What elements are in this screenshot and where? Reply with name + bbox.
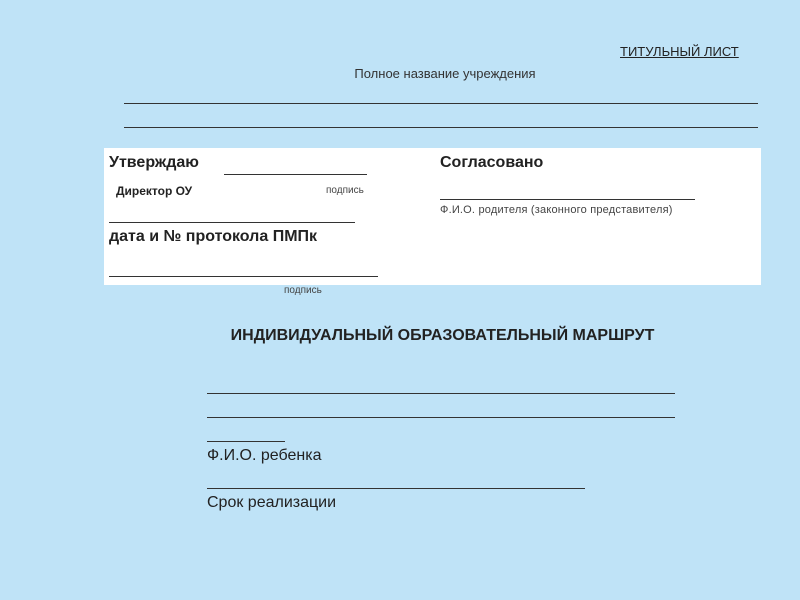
parent-label: Ф.И.О. родителя (законного представителя): [440, 204, 673, 216]
route-line-3: [207, 441, 285, 442]
route-line-1: [207, 393, 675, 394]
director-label: Директор ОУ: [116, 184, 193, 198]
institution-name-label: Полное название учреждения: [354, 66, 536, 81]
route-title: ИНДИВИДУАЛЬНЫЙ ОБРАЗОВАТЕЛЬНЫЙ МАРШРУТ: [230, 327, 655, 344]
agreed-line: [440, 199, 695, 200]
title-sheet-heading: ТИТУЛЬНЫЙ ЛИСТ: [620, 44, 739, 59]
institution-line-1: [124, 103, 758, 104]
signature-label-2: подпись: [284, 285, 322, 296]
protocol-line: [109, 276, 378, 277]
approve-line: [224, 174, 367, 175]
approve-label: Утверждаю: [109, 154, 199, 171]
director-signature-line: [109, 222, 355, 223]
period-label: Срок реализации: [207, 494, 337, 511]
agreed-label: Согласовано: [440, 154, 544, 171]
institution-line-2: [124, 127, 758, 128]
route-line-2: [207, 417, 675, 418]
protocol-label: дата и № протокола ПМПк: [109, 228, 318, 245]
approval-box: [104, 148, 761, 285]
period-line: [207, 488, 585, 489]
child-name-label: Ф.И.О. ребенка: [207, 447, 322, 464]
signature-label: подпись: [326, 185, 364, 196]
